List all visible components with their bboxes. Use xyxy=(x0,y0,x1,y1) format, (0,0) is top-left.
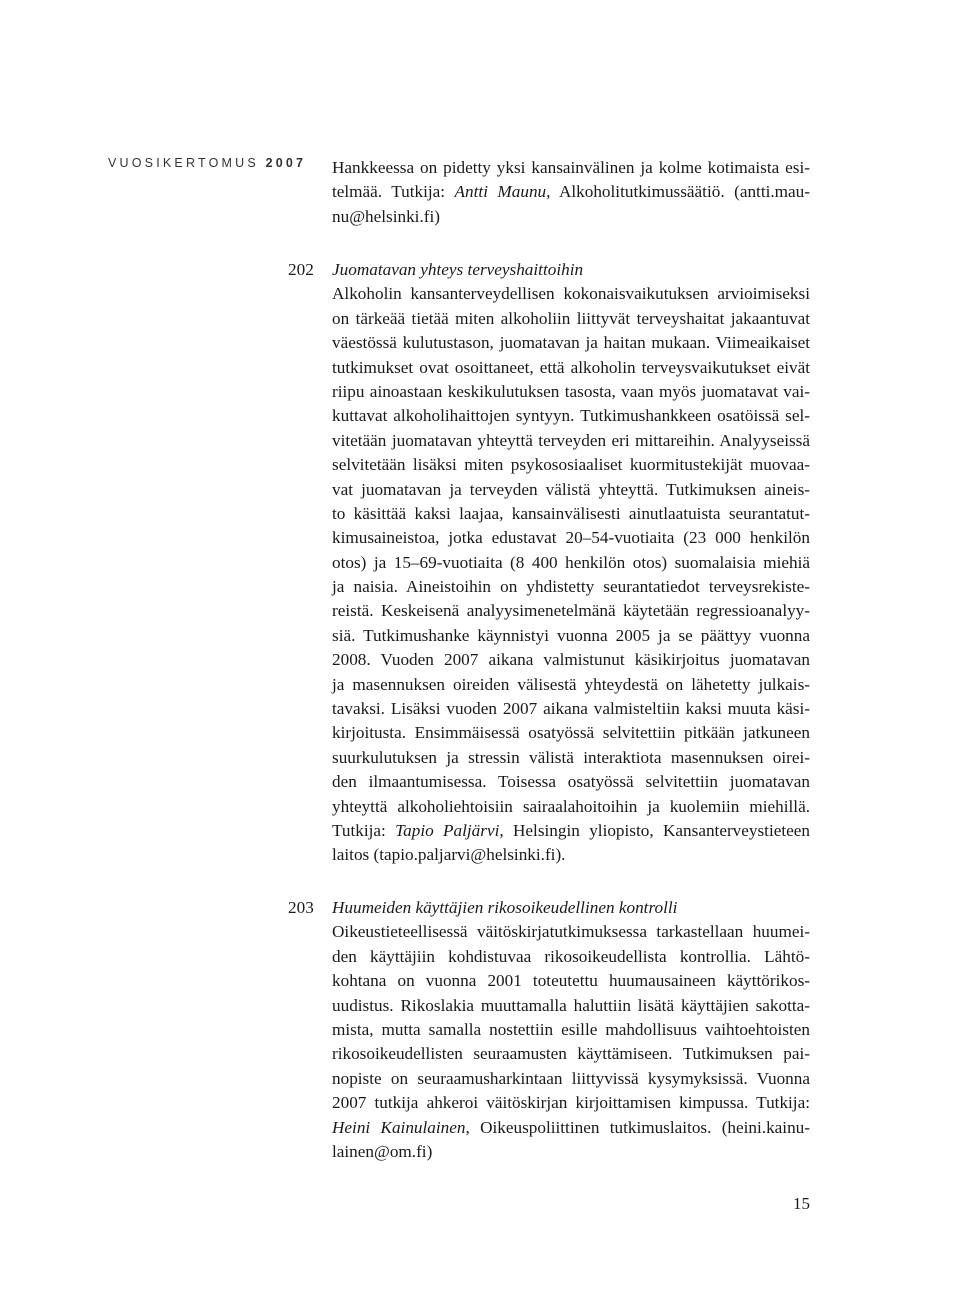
entry-202-line: reistä. Keskeisenä analyysimenetelmänä käytetään regressioanalyy- xyxy=(332,601,810,621)
entry-203-credit-last: lainen@om.fi) xyxy=(332,1141,433,1161)
intro-line-2 xyxy=(332,180,810,204)
entry-202-number: 202 xyxy=(288,260,314,279)
entry-202-line: ja naisia. Aineistoihin on yhdistetty seurantatiedot terveysrekiste- xyxy=(332,577,810,597)
entry-202-line: yhteyttä alkoholiehtoisiin sairaalahoitoihin ja kuolemiin miehillä. xyxy=(332,796,810,816)
intro-line-1: Hankkeessa on pidetty yksi kansainvälinen ja kolme kotimaista esi- xyxy=(332,158,810,177)
entry-203-title: Huumeiden käyttäjien rikosoikeudellinen kontrolli xyxy=(332,898,678,917)
entry-202 xyxy=(332,258,810,868)
entry-203-line: nopiste on seuraamusharkintaan liittyvissä kysymyksissä. Vuonna xyxy=(332,1068,810,1088)
entry-202-body xyxy=(332,282,810,819)
running-head-year: 2007 xyxy=(265,156,307,170)
entry-202-line: väestössä kulutustason, juomatavan ja haitan mukaan. Viimeaikaiset xyxy=(332,333,810,353)
page-number: 15 xyxy=(793,1194,810,1213)
entry-203-line: rikosoikeudellisten seuraamusten käyttämiseen. Tutkimuksen pai- xyxy=(332,1044,810,1064)
entry-202-line: on tärkeää tietää miten alkoholiin liittyvät terveyshaitat jakaantuvat xyxy=(332,308,810,328)
entry-203-line: uudistus. Rikoslakia muuttamalla haluttiin lisätä käyttäjien sakotta- xyxy=(332,995,810,1015)
entry-202-line: tavaksi. Lisäksi vuoden 2007 aikana valmisteltiin kaksi muuta käsi- xyxy=(332,699,810,719)
entry-202-line: 2008. Vuoden 2007 aikana valmistunut käsikirjoitus juomatavan xyxy=(332,650,810,670)
entry-202-line: den ilmaantumisessa. Toisessa osatyössä selvitettiin juomatavan xyxy=(332,772,810,792)
entry-202-line: Alkoholin kansanterveydellisen kokonaisvaikutuksen arvioimiseksi xyxy=(332,284,810,304)
entry-203-line: den käyttäjiin kohdistuvaa rikosoikeudellista kontrollia. Lähtö- xyxy=(332,946,810,966)
entry-202-line: otos) ja 15–69-vuotiaita (8 400 henkilön otos) suomalaisia miehiä xyxy=(332,552,810,572)
entry-202-line: siä. Tutkimushanke käynnistyi vuonna 2005 ja se päättyy vuonna xyxy=(332,625,810,645)
entry-202-credit-rest: , Helsingin yliopisto, Kansanterveystieteen xyxy=(499,820,810,840)
entry-202-line: kirjoitusta. Ensimmäisessä osatyössä selvitettiin pitkään jatkuneen xyxy=(332,723,810,743)
entry-203-credit xyxy=(332,1116,810,1140)
intro-paragraph xyxy=(332,156,810,229)
entry-202-line: riipu ainoastaan keskikulutuksen tasosta, vaan myös juomatavat vai- xyxy=(332,381,810,401)
entry-202-line: to käsittää kaksi laajaa, kansainvälisesti ainutlaatuista seurantatut- xyxy=(332,503,810,523)
entry-202-line: vitetään juomatavan yhteyttä terveyden eri mittareihin. Analyyseissä xyxy=(332,430,810,450)
entry-203-credit-rest: , Oikeuspoliittinen tutkimuslaitos. (heini.kainu- xyxy=(465,1117,810,1137)
intro-credit-prefix: telmää. Tutkija: xyxy=(332,182,455,202)
running-head-label: VUOSIKERTOMUS xyxy=(108,156,259,170)
entry-203-line: mista, mutta samalla nostettiin esille mahdollisuus vaihtoehtoisten xyxy=(332,1019,810,1039)
intro-credit-name: Antti Maunu xyxy=(454,182,547,202)
intro-line-3: nu@helsinki.fi) xyxy=(332,206,440,226)
entry-202-title: Juomatavan yhteys terveyshaittoihin xyxy=(332,260,584,279)
entry-203 xyxy=(332,896,810,1164)
entry-203-number: 203 xyxy=(288,898,314,917)
entry-202-credit-name: Tapio Paljärvi xyxy=(395,820,500,840)
entry-202-line: kuttavat alkoholihaittojen syntyyn. Tutkimushankkeen osatöissä sel- xyxy=(332,406,810,426)
entry-203-line: 2007 tutkija ahkeroi väitöskirjan kirjoittamisen kimpussa. Tutkija: xyxy=(332,1093,810,1113)
entry-202-line: tutkimukset ovat osoittaneet, että alkoholin terveysvaikutukset eivät xyxy=(332,357,810,377)
running-head xyxy=(108,156,306,170)
intro-credit-rest: , Alkoholitutkimussäätiö. (antti.mau- xyxy=(546,182,810,202)
entry-202-credit xyxy=(332,819,810,843)
entry-202-credit-last: laitos (tapio.paljarvi@helsinki.fi). xyxy=(332,845,566,865)
entry-202-line: vat juomatavan ja terveyden välistä yhteyttä. Tutkimuksen aineis- xyxy=(332,479,810,499)
entry-202-line: kimusaineistoa, jotka edustavat 20–54-vuotiaita (23 000 henkilön xyxy=(332,528,810,548)
entry-202-line: selvitetään lisäksi miten psykososiaaliset kuormitustekijät muovaa- xyxy=(332,455,810,475)
entry-203-body xyxy=(332,920,810,1115)
entry-203-line: kohtana on vuonna 2001 toteutettu huumausaineen käyttörikos- xyxy=(332,971,810,991)
entry-203-credit-name: Heini Kainulainen xyxy=(332,1117,466,1137)
entry-202-line: suurkulutuksen ja stressin välistä interaktiota masennuksen oirei- xyxy=(332,747,810,767)
entry-202-credit-prefix: Tutkija: xyxy=(332,820,396,840)
entry-203-line: Oikeustieteellisessä väitöskirjatutkimuksessa tarkastellaan huumei- xyxy=(332,922,810,942)
entry-202-line: ja masennuksen oireiden välisestä yhteydestä on lähetetty julkais- xyxy=(332,674,810,694)
